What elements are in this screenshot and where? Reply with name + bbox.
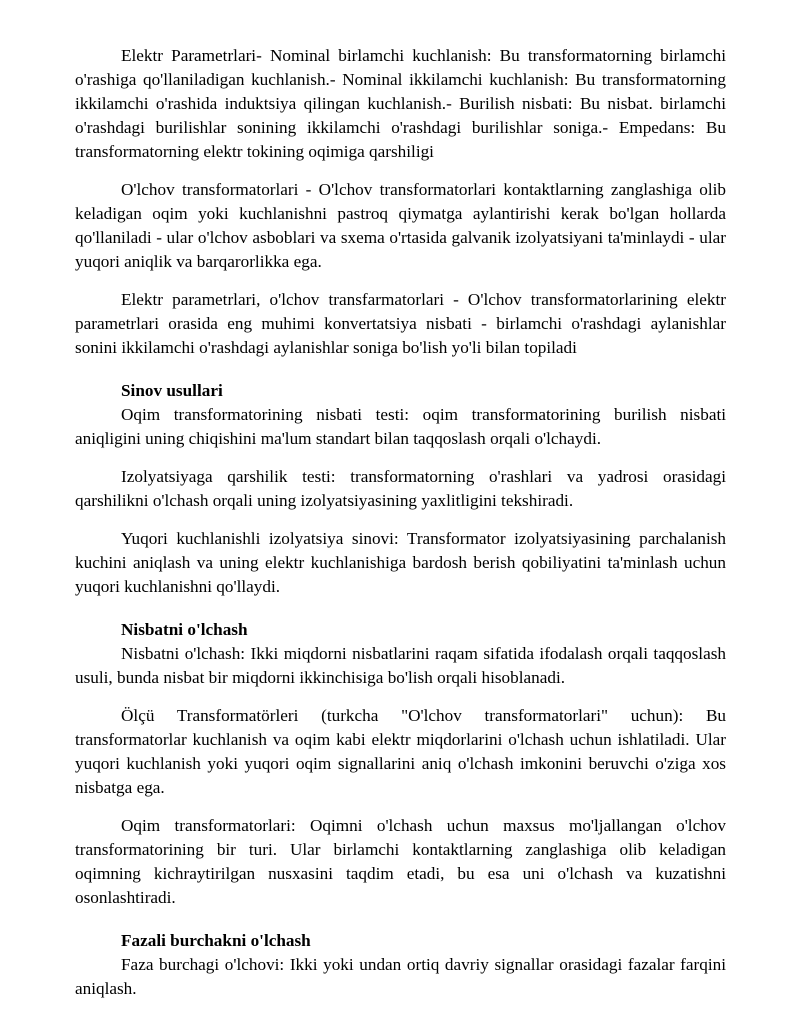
paragraph-electrical-parameters-measuring-transformers: Elektr parametrlari, o'lchov transfarmatorlari - O'lchov transformatorlarining elektr parametrlari orasida eng muhimi konvertatsiya nisbati - birlamchi o'rashdagi aylanishlar sonini ikkilamchi o'rashdagi aylanishlar soniga bo'lish yo'li bilan topiladi: [75, 290, 726, 357]
heading-phase-angle-measurement: Fazali burchakni o'lchash: [121, 931, 311, 950]
heading-ratio-measurement: Nisbatni o'lchash: [121, 620, 248, 639]
paragraph-insulation-resistance-test: Izolyatsiyaga qarshilik testi: transformatorning o'rashlari va yadrosi orasidagi qarshilikni o'lchash orqali uning izolyatsiyasining yaxlitligini tekshiradi.: [75, 467, 726, 510]
paragraph-electrical-parameters: Elektr Parametrlari- Nominal birlamchi kuchlanish: Bu transformatorning birlamchi o'rashiga qo'llaniladigan kuchlanish.- Nominal ikkilamchi kuchlanish: Bu transformatorning ikkilamchi o'rashida induktsiya qilingan kuchlanish.- Burilish nisbati: Bu nisbat. birlamchi o'rashdagi burilishlar sonining ikkilamchi o'rashdagi burilishlar soniga.- Empedans: Bu transformatorning elektr tokining oqimiga qarshiligi: [75, 46, 726, 161]
paragraph-high-voltage-test: Yuqori kuchlanishli izolyatsiya sinovi: Transformator izolyatsiyasining parchalanish kuchini aniqlash va uning elektr kuchlanishiga bardosh berish qobiliyatini ta'minlash uchun yuqori kuchlanishni qo'llaydi.: [75, 529, 726, 596]
heading-test-methods: Sinov usullari: [121, 381, 223, 400]
paragraph-phase-angle: Faza burchagi o'lchovi: Ikki yoki undan ortiq davriy signallar orasidagi fazalar farqini aniqlash.: [75, 955, 726, 998]
paragraph-ratio-measurement: Nisbatni o'lchash: Ikki miqdorni nisbatlarini raqam sifatida ifodalash orqali taqqoslash usuli, bunda nisbat bir miqdorni ikkinchisiga bo'lish orqali hisoblanadi.: [75, 644, 726, 687]
paragraph-ratio-test: Oqim transformatorining nisbati testi: oqim transformatorining burilish nisbati aniqligini uning chiqishini ma'lum standart bilan taqqoslash orqali o'lchaydi.: [75, 405, 726, 448]
paragraph-measuring-transformers: O'lchov transformatorlari - O'lchov transformatorlari kontaktlarning zanglashiga olib keladigan oqim yoki kuchlanishni pastroq qiymatga aylantirishi kerak bo'lgan hollarda qo'llaniladi - ular o'lchov asboblari va sxema o'rtasida galvanik izolyatsiyani ta'minlaydi - ular yuqori aniqlik va barqarorlikka ega.: [75, 180, 726, 271]
paragraph-olcu-transformatorleri: Ölçü Transformatörleri (turkcha "O'lchov transformatorlari" uchun): Bu transformatorlar kuchlanish va oqim kabi elektr miqdorlarini o'lchash uchun ishlatiladi. Ular yuqori kuchlanish yoki yuqori oqim signallarini aniq o'lchash imkonini beruvchi o'ziga xos nisbatga ega.: [75, 706, 726, 797]
document-body: [75, 44, 726, 1001]
paragraph-current-transformers: Oqim transformatorlari: Oqimni o'lchash uchun maxsus mo'ljallangan o'lchov transformatorining bir turi. Ular birlamchi kontaktlarning zanglashiga olib keladigan oqimning kichraytirilgan nusxasini taqdim etadi, bu esa uni o'lchash va kuzatishni osonlashtiradi.: [75, 816, 726, 907]
